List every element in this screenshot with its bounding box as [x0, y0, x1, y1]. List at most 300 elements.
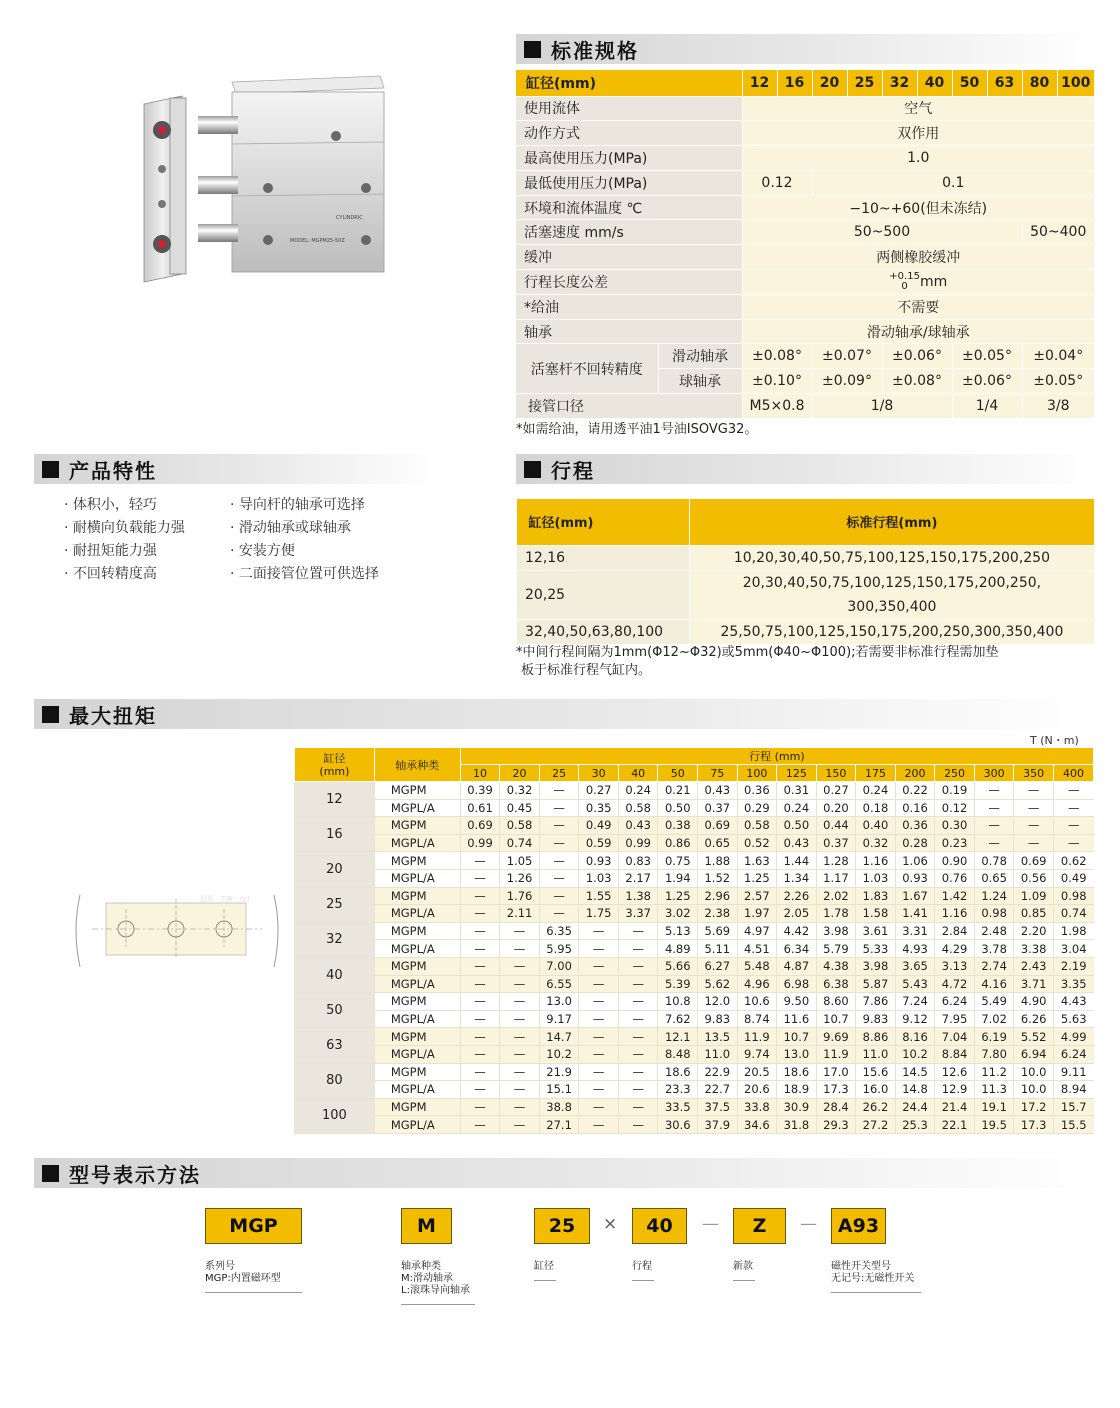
spec-label: 使用流体: [516, 96, 742, 121]
torque-value: 1.97: [737, 905, 777, 923]
stroke-note: *中间行程间隔为1mm(Φ12~Φ32)或5mm(Φ40~Φ100);若需要非标准行程需加垫 板于标准行程气缸内。: [516, 645, 999, 678]
model-bore-desc: 缸径: [534, 1261, 554, 1272]
torque-value: 2.57: [737, 887, 777, 905]
feature-item: · 耐横向负载能力强: [64, 520, 185, 536]
torque-value: 0.32: [856, 834, 896, 852]
torque-value: —: [618, 1028, 658, 1046]
torque-bore: 100: [295, 1098, 375, 1133]
torque-value: 0.24: [777, 799, 817, 817]
bore-header: 缸径(mm): [516, 70, 742, 96]
torque-value: 5.33: [856, 940, 896, 958]
torque-row: [295, 1028, 1094, 1046]
torque-value: —: [500, 1081, 540, 1099]
torque-value: 11.0: [698, 1045, 738, 1063]
torque-value: 10.7: [816, 1010, 856, 1028]
torque-value: 0.44: [816, 817, 856, 835]
torque-value: 3.04: [1053, 940, 1093, 958]
spec-row: [516, 96, 1094, 121]
torque-value: 27.2: [856, 1116, 896, 1134]
torque-value: —: [1014, 817, 1054, 835]
spec-header-row: [516, 70, 1094, 96]
torque-value: 8.94: [1053, 1081, 1093, 1099]
torque-value: —: [579, 1010, 619, 1028]
torque-value: 1.26: [500, 869, 540, 887]
torque-value: 0.58: [737, 817, 777, 835]
torque-value: 5.87: [856, 975, 896, 993]
spec-value: ±0.06°: [952, 369, 1022, 394]
torque-value: 21.4: [935, 1098, 975, 1116]
stroke-row: [517, 570, 1095, 619]
torque-value: 0.43: [698, 782, 738, 800]
spec-value: ±0.10°: [742, 369, 812, 394]
torque-header-row: [295, 748, 1094, 765]
torque-value: 2.20: [1014, 922, 1054, 940]
torque-value: 33.8: [737, 1098, 777, 1116]
torque-value: —: [1053, 834, 1093, 852]
torque-value: —: [618, 940, 658, 958]
bore-cell: 40: [917, 70, 952, 96]
model-sep-dash: —: [800, 1214, 817, 1234]
torque-value: 1.78: [816, 905, 856, 923]
spec-label: 环境和流体温度 ℃: [516, 195, 742, 220]
torque-value: 8.48: [658, 1045, 698, 1063]
stroke-col-strokes: 标准行程(mm): [689, 499, 1094, 545]
torque-value: 9.74: [737, 1045, 777, 1063]
torque-value: 5.49: [974, 993, 1014, 1011]
model-underline: [401, 1304, 475, 1305]
torque-value: 22.7: [698, 1081, 738, 1099]
spec-row: [516, 245, 1094, 270]
bore-cell: 25: [847, 70, 882, 96]
torque-value: 37.5: [698, 1098, 738, 1116]
torque-bearing-type: MGPM: [374, 1028, 460, 1046]
spec-value: ±0.08°: [882, 369, 952, 394]
stroke-bore: 12,16: [517, 545, 690, 570]
torque-value: 4.38: [816, 957, 856, 975]
torque-value: 1.25: [658, 887, 698, 905]
features-left-list: [64, 494, 185, 586]
torque-value: 7.02: [974, 1010, 1014, 1028]
spec-value: ±0.05°: [952, 344, 1022, 369]
torque-value: —: [539, 817, 579, 835]
torque-bore: 16: [295, 817, 375, 852]
spec-note: *如需给油，请用透平油1号油ISOVG32。: [516, 422, 758, 437]
stroke-row: [517, 619, 1095, 644]
torque-value: 9.12: [895, 1010, 935, 1028]
torque-value: —: [579, 1081, 619, 1099]
torque-value: 0.18: [856, 799, 896, 817]
torque-value: 21.9: [539, 1063, 579, 1081]
torque-value: 11.0: [856, 1045, 896, 1063]
torque-value: 22.1: [935, 1116, 975, 1134]
torque-value: 11.9: [816, 1045, 856, 1063]
torque-bore: 12: [295, 782, 375, 817]
torque-value: 1.42: [935, 887, 975, 905]
torque-bearing-type: MGPM: [374, 922, 460, 940]
stroke-values: 25,50,75,100,125,150,175,200,250,300,350,400: [689, 619, 1094, 644]
torque-value: 4.90: [1014, 993, 1054, 1011]
spec-value: 50~500: [742, 220, 1022, 245]
torque-value: 4.72: [935, 975, 975, 993]
torque-value: —: [618, 1063, 658, 1081]
torque-bore: 40: [295, 957, 375, 992]
torque-value: —: [460, 887, 500, 905]
torque-value: 15.5: [1053, 1116, 1093, 1134]
model-code-series: MGP: [205, 1208, 302, 1244]
torque-value: 2.84: [935, 922, 975, 940]
spec-row: [516, 319, 1094, 344]
torque-value: 0.90: [935, 852, 975, 870]
torque-bore: 20: [295, 852, 375, 887]
model-new-desc: 新款: [733, 1261, 753, 1272]
torque-value: 0.19: [935, 782, 975, 800]
torque-value: —: [539, 834, 579, 852]
torque-value: 0.37: [698, 799, 738, 817]
section-bullet-icon: [524, 461, 541, 478]
torque-value: 0.38: [658, 817, 698, 835]
torque-value: 24.4: [895, 1098, 935, 1116]
spec-label: 最高使用压力(MPa): [516, 146, 742, 171]
torque-value: 7.00: [539, 957, 579, 975]
spec-section-header: [516, 34, 1094, 64]
torque-value: 12.6: [935, 1063, 975, 1081]
torque-value: 9.11: [1053, 1063, 1093, 1081]
torque-value: 6.98: [777, 975, 817, 993]
torque-value: 2.48: [974, 922, 1014, 940]
torque-value: —: [539, 799, 579, 817]
torque-value: 0.86: [658, 834, 698, 852]
torque-value: 30.9: [777, 1098, 817, 1116]
spec-row: [516, 170, 1094, 195]
torque-value: 6.24: [1053, 1045, 1093, 1063]
torque-value: —: [1053, 799, 1093, 817]
torque-value: 19.5: [974, 1116, 1014, 1134]
torque-value: 0.36: [737, 782, 777, 800]
torque-value: —: [618, 1098, 658, 1116]
torque-value: 7.24: [895, 993, 935, 1011]
torque-bearing-type: MGPL/A: [374, 869, 460, 887]
torque-value: 13.0: [539, 993, 579, 1011]
torque-value: —: [579, 1098, 619, 1116]
spec-label: 动作方式: [516, 121, 742, 146]
features-right-list: [230, 494, 379, 586]
model-underline: [205, 1292, 302, 1293]
torque-value: 1.05: [500, 852, 540, 870]
spec-value: [742, 270, 1094, 295]
torque-stroke-cell: 175: [856, 765, 896, 782]
torque-value: 0.65: [974, 869, 1014, 887]
torque-value: 5.66: [658, 957, 698, 975]
torque-value: —: [500, 1116, 540, 1134]
torque-bearing-type: MGPM: [374, 993, 460, 1011]
torque-value: 0.43: [777, 834, 817, 852]
torque-stroke-cell: 200: [895, 765, 935, 782]
torque-value: 4.97: [737, 922, 777, 940]
torque-value: —: [1053, 782, 1093, 800]
torque-value: 17.3: [1014, 1116, 1054, 1134]
torque-value: 2.19: [1053, 957, 1093, 975]
spec-label: 接管口径: [516, 394, 742, 419]
torque-stroke-cell: 100: [737, 765, 777, 782]
stroke-bore: 20,25: [517, 570, 690, 619]
torque-bore: 32: [295, 922, 375, 957]
section-title: 行程: [551, 458, 595, 483]
torque-value: 3.98: [816, 922, 856, 940]
torque-value: 18.6: [658, 1063, 698, 1081]
torque-value: 3.02: [658, 905, 698, 923]
torque-value: 11.2: [974, 1063, 1014, 1081]
torque-value: 17.0: [816, 1063, 856, 1081]
torque-value: 0.27: [579, 782, 619, 800]
torque-value: —: [500, 957, 540, 975]
torque-value: —: [579, 1028, 619, 1046]
torque-value: 0.61: [460, 799, 500, 817]
stroke-values: 20,30,40,50,75,100,125,150,175,200,250, 300,350,400: [689, 570, 1094, 619]
product-image: [140, 64, 390, 294]
torque-bearing-type: MGPL/A: [374, 834, 460, 852]
torque-value: 1.17: [816, 869, 856, 887]
torque-value: —: [539, 887, 579, 905]
torque-value: 1.41: [895, 905, 935, 923]
torque-value: —: [460, 1045, 500, 1063]
stroke-header-row: [517, 499, 1095, 545]
torque-value: —: [579, 957, 619, 975]
torque-value: 1.03: [856, 869, 896, 887]
bore-cell: 12: [742, 70, 777, 96]
bore-cell: 32: [882, 70, 917, 96]
torque-bearing-type: MGPL/A: [374, 1010, 460, 1028]
torque-value: 9.83: [698, 1010, 738, 1028]
torque-value: 6.35: [539, 922, 579, 940]
model-sep-dash: —: [702, 1214, 719, 1234]
model-underline: [733, 1280, 755, 1281]
torque-diagram: [72, 885, 282, 975]
spec-row: [516, 294, 1094, 319]
torque-value: 0.69: [698, 817, 738, 835]
torque-value: 0.62: [1053, 852, 1093, 870]
feature-item: · 不回转精度高: [64, 566, 157, 582]
torque-value: —: [579, 940, 619, 958]
stroke-table: [516, 499, 1094, 644]
spec-value: 空气: [742, 96, 1094, 121]
feature-item: · 二面接管位置可供选择: [230, 566, 379, 582]
torque-value: 29.3: [816, 1116, 856, 1134]
torque-value: 6.55: [539, 975, 579, 993]
torque-value: 10.6: [737, 993, 777, 1011]
torque-value: —: [500, 940, 540, 958]
torque-bearing-type: MGPL/A: [374, 905, 460, 923]
torque-value: 22.9: [698, 1063, 738, 1081]
feature-item: · 体积小，轻巧: [64, 497, 157, 513]
torque-value: 1.24: [974, 887, 1014, 905]
torque-row: [295, 1010, 1094, 1028]
torque-value: 37.9: [698, 1116, 738, 1134]
torque-value: 0.12: [935, 799, 975, 817]
torque-value: 4.99: [1053, 1028, 1093, 1046]
torque-value: —: [618, 1010, 658, 1028]
torque-value: 1.16: [856, 852, 896, 870]
torque-value: 0.35: [579, 799, 619, 817]
spec-row: [516, 344, 1094, 369]
torque-value: 0.93: [579, 852, 619, 870]
torque-value: —: [974, 817, 1014, 835]
torque-row: [295, 817, 1094, 835]
torque-value: 19.1: [974, 1098, 1014, 1116]
torque-value: 14.7: [539, 1028, 579, 1046]
torque-value: 0.56: [1014, 869, 1054, 887]
torque-value: —: [460, 1116, 500, 1134]
section-bullet-icon: [42, 461, 59, 478]
torque-value: 6.26: [1014, 1010, 1054, 1028]
torque-value: 2.96: [698, 887, 738, 905]
torque-value: 0.58: [500, 817, 540, 835]
torque-value: 3.61: [856, 922, 896, 940]
torque-value: —: [460, 1028, 500, 1046]
torque-value: 5.69: [698, 922, 738, 940]
torque-value: 0.43: [618, 817, 658, 835]
section-bullet-icon: [42, 706, 59, 723]
torque-stroke-cell: 300: [974, 765, 1014, 782]
torque-value: 5.13: [658, 922, 698, 940]
torque-value: 2.74: [974, 957, 1014, 975]
torque-value: 1.88: [698, 852, 738, 870]
torque-value: 7.95: [935, 1010, 975, 1028]
torque-value: 11.9: [737, 1028, 777, 1046]
torque-stroke-cell: 350: [1014, 765, 1054, 782]
torque-value: 5.48: [737, 957, 777, 975]
model-underline: [534, 1280, 556, 1281]
torque-value: 1.09: [1014, 887, 1054, 905]
torque-value: 6.19: [974, 1028, 1014, 1046]
torque-value: 0.36: [895, 817, 935, 835]
spec-row: [516, 121, 1094, 146]
torque-value: 2.38: [698, 905, 738, 923]
torque-stroke-cell: 250: [935, 765, 975, 782]
torque-value: 20.5: [737, 1063, 777, 1081]
torque-bore-header: 缸径 (mm): [295, 748, 375, 782]
torque-value: 1.58: [856, 905, 896, 923]
torque-value: —: [460, 1081, 500, 1099]
torque-unit: T (N・m): [1030, 734, 1079, 747]
bore-cell: 63: [987, 70, 1022, 96]
torque-stroke-header: 行程 (mm): [460, 748, 1093, 765]
torque-value: —: [974, 834, 1014, 852]
torque-bearing-type: MGPM: [374, 782, 460, 800]
torque-value: —: [1014, 834, 1054, 852]
torque-bearing-type: MGPL/A: [374, 975, 460, 993]
section-title: 型号表示方法: [69, 1162, 201, 1187]
torque-value: 27.1: [539, 1116, 579, 1134]
torque-value: —: [618, 1116, 658, 1134]
torque-value: —: [618, 1045, 658, 1063]
torque-stroke-cell: 50: [658, 765, 698, 782]
torque-value: 0.20: [816, 799, 856, 817]
torque-value: 12.1: [658, 1028, 698, 1046]
bearing-type-label: 滑动轴承: [658, 344, 742, 369]
model-bearing-desc: 轴承种类 M:滑动轴承 L:滚珠导向轴承: [401, 1261, 470, 1296]
torque-value: 0.83: [618, 852, 658, 870]
torque-value: 8.84: [935, 1045, 975, 1063]
torque-value: 0.39: [460, 782, 500, 800]
svg-text:扭矩 · T(N・m): 扭矩 · T(N・m): [200, 895, 250, 903]
torque-value: 4.89: [658, 940, 698, 958]
spec-row: [516, 270, 1094, 295]
torque-value: —: [579, 975, 619, 993]
torque-value: —: [460, 993, 500, 1011]
torque-bearing-type: MGPM: [374, 817, 460, 835]
torque-value: —: [500, 1028, 540, 1046]
torque-value: —: [579, 922, 619, 940]
torque-value: 0.45: [500, 799, 540, 817]
torque-value: 10.2: [895, 1045, 935, 1063]
torque-value: 5.52: [1014, 1028, 1054, 1046]
torque-value: —: [618, 922, 658, 940]
torque-row: [295, 869, 1094, 887]
spec-row: [516, 394, 1094, 419]
bore-cell: 16: [777, 70, 812, 96]
spec-value: 1/8: [812, 394, 952, 419]
torque-value: 3.31: [895, 922, 935, 940]
spec-value: ±0.05°: [1022, 369, 1094, 394]
torque-value: 0.24: [618, 782, 658, 800]
torque-value: 1.38: [618, 887, 658, 905]
torque-value: 0.59: [579, 834, 619, 852]
torque-value: —: [1053, 817, 1093, 835]
torque-section-header: [34, 699, 1094, 729]
spec-value: 1/4: [952, 394, 1022, 419]
torque-value: 0.49: [1053, 869, 1093, 887]
torque-value: 6.27: [698, 957, 738, 975]
torque-value: —: [460, 1098, 500, 1116]
stroke-bore: 32,40,50,63,80,100: [517, 619, 690, 644]
stroke-section-header: [516, 454, 1094, 484]
torque-value: 4.29: [935, 940, 975, 958]
torque-value: 0.99: [618, 834, 658, 852]
torque-type-header: 轴承种类: [374, 748, 460, 782]
spec-label: *给油: [516, 294, 742, 319]
torque-value: —: [500, 975, 540, 993]
torque-row: [295, 834, 1094, 852]
torque-value: —: [460, 869, 500, 887]
torque-value: —: [1014, 782, 1054, 800]
torque-value: 1.75: [579, 905, 619, 923]
feature-item: · 耐扭矩能力强: [64, 543, 157, 559]
torque-value: —: [500, 1045, 540, 1063]
torque-value: 1.55: [579, 887, 619, 905]
torque-row: [295, 782, 1094, 800]
spec-value: 滑动轴承/球轴承: [742, 319, 1094, 344]
model-series-desc: 系列号 MGP:内置磁环型: [205, 1261, 281, 1284]
torque-value: 0.24: [856, 782, 896, 800]
section-bullet-icon: [42, 1165, 59, 1182]
torque-value: —: [460, 957, 500, 975]
spec-value: 3/8: [1022, 394, 1094, 419]
torque-value: 0.29: [737, 799, 777, 817]
torque-value: —: [460, 922, 500, 940]
spec-row: [516, 220, 1094, 245]
torque-value: —: [500, 1098, 540, 1116]
torque-row: [295, 975, 1094, 993]
torque-value: 8.86: [856, 1028, 896, 1046]
torque-stroke-cell: 25: [539, 765, 579, 782]
spec-value: 0.12: [742, 170, 812, 195]
torque-value: 0.52: [737, 834, 777, 852]
torque-value: 2.43: [1014, 957, 1054, 975]
torque-value: 0.65: [698, 834, 738, 852]
spec-row: [516, 195, 1094, 220]
torque-value: 3.71: [1014, 975, 1054, 993]
section-title: 产品特性: [69, 458, 157, 483]
